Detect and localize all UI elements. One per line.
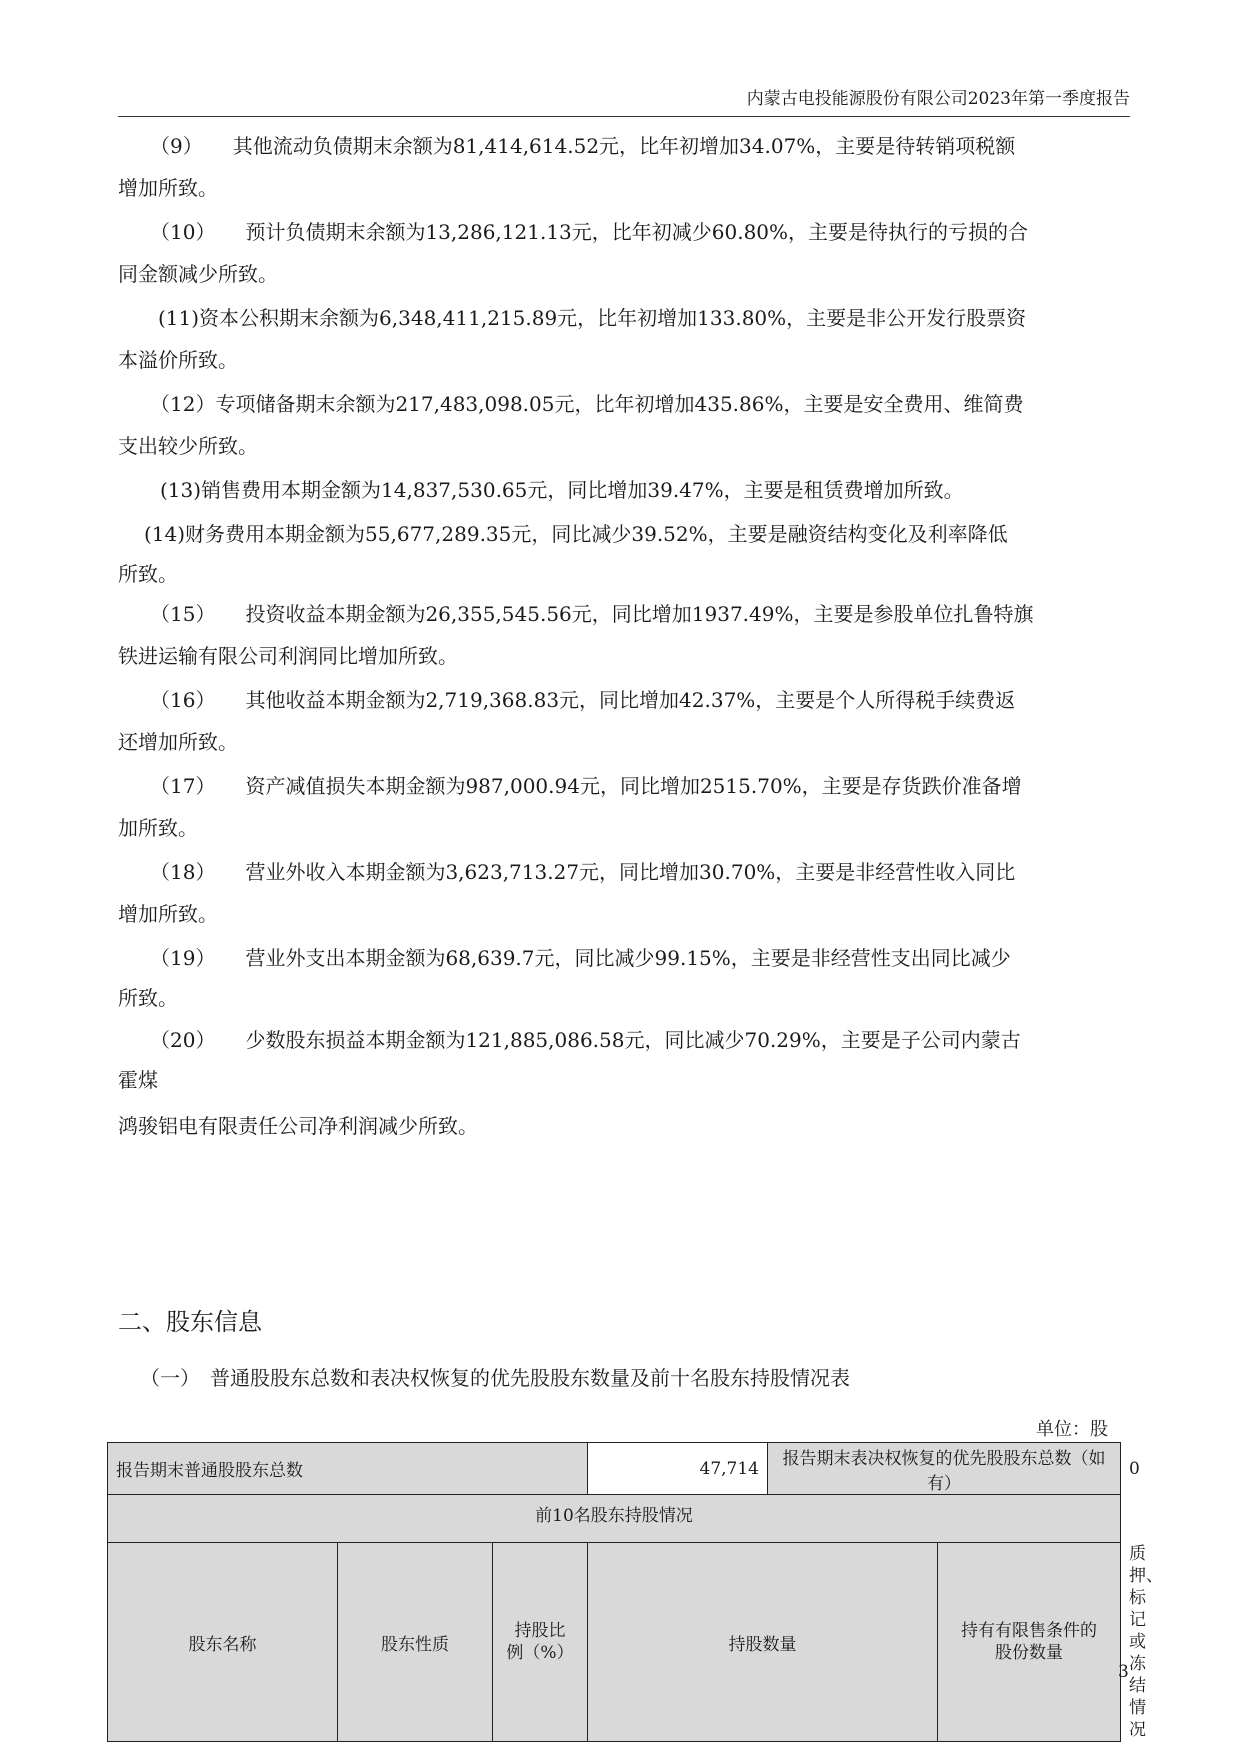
paragraph-11-cont — [118, 346, 238, 374]
page-header — [118, 86, 1130, 117]
paragraph-line: 鸿骏铝电有限责任公司净利润减少所致。 — [118, 1114, 478, 1138]
paragraph-20 — [150, 1026, 1021, 1054]
paragraph-13 — [160, 476, 964, 504]
col-restricted-line1: 持有有限售条件的 — [961, 1621, 1097, 1641]
paragraph-line: 所致。 — [118, 562, 178, 586]
paragraph-15-cont — [118, 642, 458, 670]
paragraph-14 — [144, 520, 1008, 548]
paragraph-line: (14)财务费用本期金额为55,677,289.35元，同比减少39.52%，主要是融资结构变化及利率降低 — [144, 522, 1008, 546]
section-title: 二、股东信息 — [118, 1308, 262, 1336]
paragraph-11 — [158, 304, 1026, 332]
col-holding-ratio — [493, 1543, 588, 1742]
paragraph-line: (13)销售费用本期金额为14,837,530.65元，同比增加39.47%，主要是租赁费增加所致。 — [160, 478, 964, 502]
paragraph-19 — [150, 944, 1011, 972]
paragraph-10-cont — [118, 260, 278, 288]
col-holding-ratio-line2: 例（%） — [506, 1643, 574, 1663]
table-row: 报告期末普通股股东总数 47,714 报告期末表决权恢复的优先股股东总数（如有） 0 — [108, 1443, 1121, 1495]
paragraph-line: (11)资本公积期末余额为6,348,411,215.89元，比年初增加133.80%，主要是非公开发行股票资 — [158, 306, 1027, 330]
paragraph-18-cont — [118, 900, 218, 928]
shareholder-table — [107, 1442, 1163, 1742]
paragraph-9 — [150, 132, 1015, 160]
table-row — [108, 1495, 1121, 1543]
col-holder-name: 股东名称 — [108, 1543, 338, 1742]
paragraph-12 — [150, 390, 1023, 418]
paragraph-line: 增加所致。 — [118, 176, 218, 200]
paragraph-line: 支出较少所致。 — [118, 434, 258, 458]
paragraph-line: 还增加所致。 — [118, 730, 238, 754]
col-restricted-shares — [938, 1543, 1121, 1742]
paragraph-17 — [150, 772, 1022, 800]
common-holders-label: 报告期末普通股股东总数 — [108, 1443, 588, 1495]
col-restricted-line2: 股份数量 — [995, 1643, 1063, 1663]
top10-title: 前10名股东持股情况 — [108, 1495, 1121, 1543]
paragraph-line: 所致。 — [118, 986, 178, 1010]
col-holding-count: 持股数量 — [588, 1543, 938, 1742]
section-subtitle: （一） 普通股股东总数和表决权恢复的优先股股东数量及前十名股东持股情况表 — [140, 1366, 850, 1390]
paragraph-20-cont — [118, 1066, 158, 1094]
table-header-row: 股东名称 股东性质 持股比 例（%） 持股数量 持有有限售条件的 股份数量 质押、标记 或冻结 情况 — [108, 1543, 1121, 1742]
paragraph-line: 霍煤 — [118, 1068, 158, 1092]
paragraph-line: （20） 少数股东损益本期金额为121,885,086.58元，同比减少70.29%，主要是子公司内蒙古 — [150, 1028, 1021, 1052]
paragraph-14-cont — [118, 560, 178, 588]
col-holder-nature: 股东性质 — [338, 1543, 493, 1742]
paragraph-16-cont — [118, 728, 238, 756]
paragraph-line: 铁进运输有限公司利润同比增加所致。 — [118, 644, 458, 668]
paragraph-20-cont2 — [118, 1112, 478, 1140]
header-title: 内蒙古电投能源股份有限公司2023年第一季度报告 — [746, 89, 1130, 109]
common-holders-value: 47,714 — [588, 1443, 768, 1495]
paragraph-17-cont — [118, 814, 198, 842]
page-number: 3 — [1118, 1662, 1129, 1682]
paragraph-16 — [150, 686, 1015, 714]
paragraph-line: 增加所致。 — [118, 902, 218, 926]
paragraph-line: （18） 营业外收入本期金额为3,623,713.27元，同比增加30.70%，主要是非经营性收入同比 — [150, 860, 1016, 884]
paragraph-line: （17） 资产减值损失本期金额为987,000.94元，同比增加2515.70%，主要是存货跌价准备增 — [150, 774, 1022, 798]
paragraph-line: （15） 投资收益本期金额为26,355,545.56元，同比增加1937.49%，主要是参股单位扎鲁特旗 — [150, 602, 1034, 626]
paragraph-line: 本溢价所致。 — [118, 348, 238, 372]
paragraph-18 — [150, 858, 1015, 886]
paragraph-line: （12）专项储备期末余额为217,483,098.05元，比年初增加435.86%，主要是安全费用、维简费 — [150, 392, 1024, 416]
paragraph-12-cont — [118, 432, 258, 460]
paragraph-line: （19） 营业外支出本期金额为68,639.7元，同比减少99.15%，主要是非经营性支出同比减少 — [150, 946, 1011, 970]
paragraph-line: （9） 其他流动负债期末余额为81,414,614.52元，比年初增加34.07%，主要是待转销项税额 — [150, 134, 1016, 158]
preferred-holders-label: 报告期末表决权恢复的优先股股东总数（如有） — [768, 1443, 1121, 1495]
paragraph-15 — [150, 600, 1033, 628]
unit-label: 单位：股 — [1036, 1419, 1108, 1440]
paragraph-10 — [150, 218, 1028, 246]
paragraph-19-cont — [118, 984, 178, 1012]
paragraph-line: 加所致。 — [118, 816, 198, 840]
col-holding-ratio-line1: 持股比 — [514, 1621, 566, 1641]
paragraph-line: 同金额减少所致。 — [118, 262, 278, 286]
paragraph-line: （10） 预计负债期末余额为13,286,121.13元，比年初减少60.80%，主要是待执行的亏损的合 — [150, 220, 1029, 244]
paragraph-9-cont — [118, 174, 218, 202]
paragraph-line: （16） 其他收益本期金额为2,719,368.83元，同比增加42.37%，主要是个人所得税手续费返 — [150, 688, 1016, 712]
